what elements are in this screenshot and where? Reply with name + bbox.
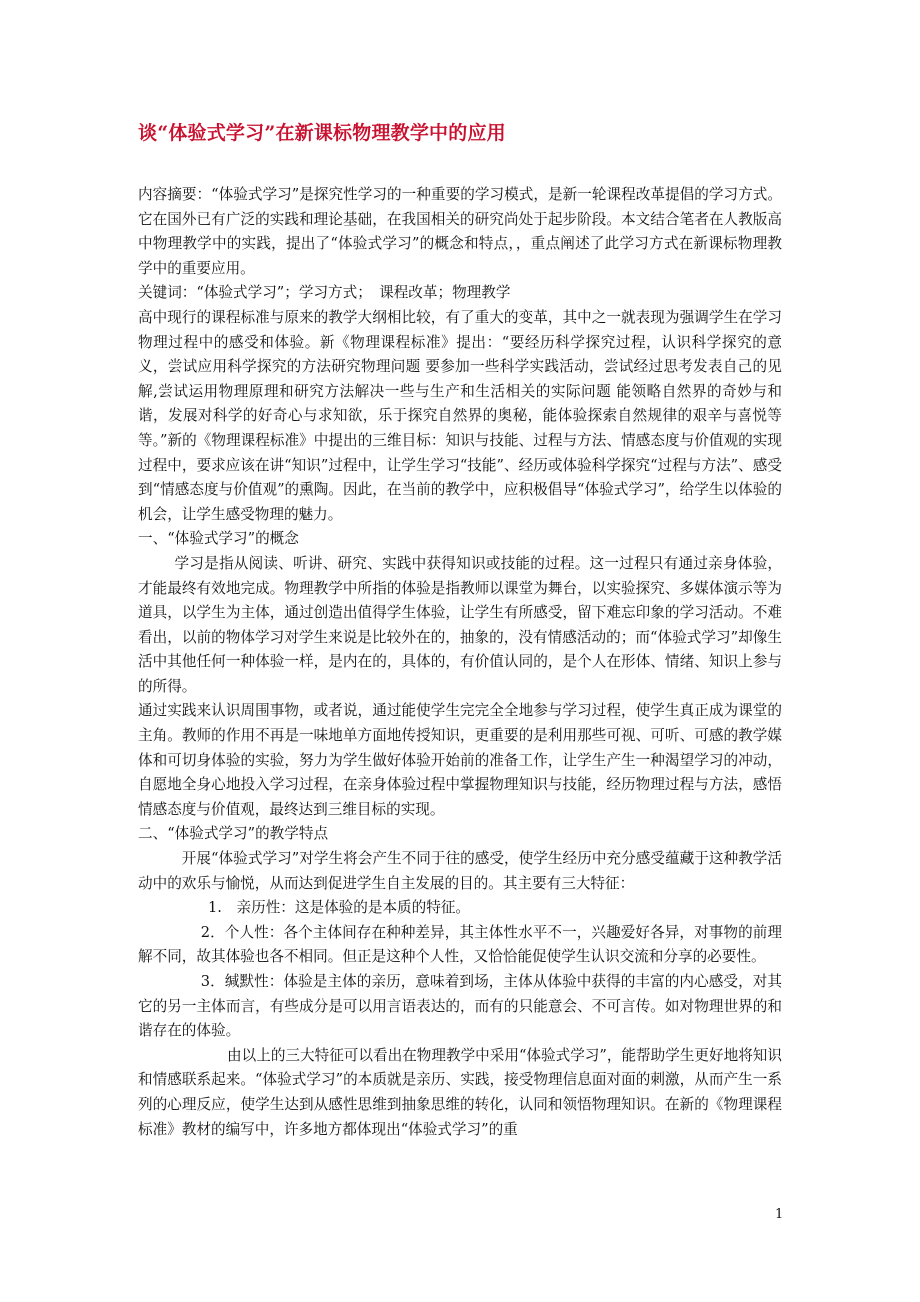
keywords-line: 关键词：“体验式学习”；学习方式； 课程改革；物理教学	[138, 284, 511, 302]
page-number: 1	[775, 1207, 784, 1222]
abstract-paragraph: 内容摘要：“体验式学习”是探究性学习的一种重要的学习模式，是新一轮课程改革提倡的学习方式。它在国外已有广泛的实践和理论基础，在我国相关的研究尚处于起步阶段。本文结合笔者在人教版高中物理教学中的实践，提出了“体验式学习”的概念和特点，，重点阐述了此学习方式在新课标物理教学中的重要应用。	[138, 186, 782, 277]
section-heading-features: 二、“体验式学习”的教学特点	[138, 825, 329, 843]
feature-item-1: 1. 亲历性：这是体验的是本质的特征。	[208, 899, 471, 917]
summary-paragraph: 由以上的三大特征可以看出在物理教学中采用“体验式学习”，能帮助学生更好地将知识和情感联系起来。“体验式学习”的本质就是亲历、实践，接受物理信息面对面的刺激，从而产生一系列的心理反应，使学生达到从感性思维到抽象思维的转化，认同和领悟物理知识。在新的《物理课程标准》教材的编写中，许多地方都体现出“体验式学习”的重	[138, 1046, 782, 1138]
concept-paragraph-2: 通过实践来认识周围事物，或者说，通过能使学生完完全全地参与学习过程，使学生真正成为课堂的主角。教师的作用不再是一味地单方面地传授知识，更重要的是利用那些可视、可听、可感的教学媒体和可切身体验的实验，努力为学生做好体验开始前的准备工作，让学生产生一种渴望学习的冲动，自愿地全身心地投入学习过程，在亲身体验过程中掌握物理知识与技能，经历物理过程与方法，感悟情感态度与价值观，最终达到三维目标的实现。	[138, 702, 782, 818]
section-heading-concept: 一、“体验式学习”的概念	[138, 530, 299, 548]
feature-item-2: 2．个人性：各个主体间存在种种差异，其主体性水平不一，兴趣爱好各异，对事物的前理解不同，故其体验也各不相同。但正是这种个人性，又恰恰能促使学生认识交流和分享的必要性。	[138, 923, 782, 966]
feature-item-3: 3．缄默性：体验是主体的亲历，意味着到场，主体从体验中获得的丰富的内心感受，对其它的另一主体而言，有些成分是可以用言语表达的，而有的只能意会、不可言传。如对物理世界的和谐存在的体验。	[138, 973, 782, 1040]
document-body	[138, 183, 782, 1142]
features-intro-paragraph: 开展“体验式学习”对学生将会产生不同于往的感受，使学生经历中充分感受蕴藏于这种教学活动中的欢乐与愉悦，从而达到促进学生自主发展的目的。其主要有三大特征：	[138, 850, 782, 892]
intro-paragraph: 高中现行的课程标准与原来的教学大纲相比较，有了重大的变革，其中之一就表现为强调学生在学习物理过程中的感受和体验。新《物理课程标准》提出：“要经历科学探究过程，认识科学探究的意义，尝试应用科学探究的方法研究物理问题 要参加一些科学实践活动，尝试经过思考发表自己的见解,尝试运用物理原理和研究方法解决一些与生产和生活相关的实际问题 能领略自然界的奇妙与和谐，发展对科学的好奇心与求知欲，乐于探究自然界的奥秘，能体验探索自然规律的艰辛与喜悦等等。”新的《物理课程标准》中提出的三维目标：知识与技能、过程与方法、情感态度与价值观的实现过程中，要求应该在讲“知识”过程中，让学生学习“技能”、经历或体验科学探究“过程与方法”、感受到“情感态度与价值观”的熏陶。因此，在当前的教学中，应积极倡导“体验式学习”，给学生以体验的机会，让学生感受物理的魅力。	[138, 308, 782, 523]
concept-paragraph-1: 学习是指从阅读、听讲、研究、实践中获得知识或技能的过程。这一过程只有通过亲身体验，才能最终有效地完成。物理教学中所指的体验是指教师以课堂为舞台，以实验探究、多媒体演示等为道具，以学生为主体，通过创造出值得学生体验，让学生有所感受，留下难忘印象的学习活动。不难看出，以前的物体学习对学生来说是比较外在的，抽象的，没有情感活动的；而“体验式学习”却像生活中其他任何一种体验一样，是内在的，具体的，有价值认同的，是个人在形体、情绪、知识上参与的所得。	[138, 554, 782, 695]
document-title: 谈“体验式学习”在新课标物理教学中的应用	[138, 122, 506, 144]
